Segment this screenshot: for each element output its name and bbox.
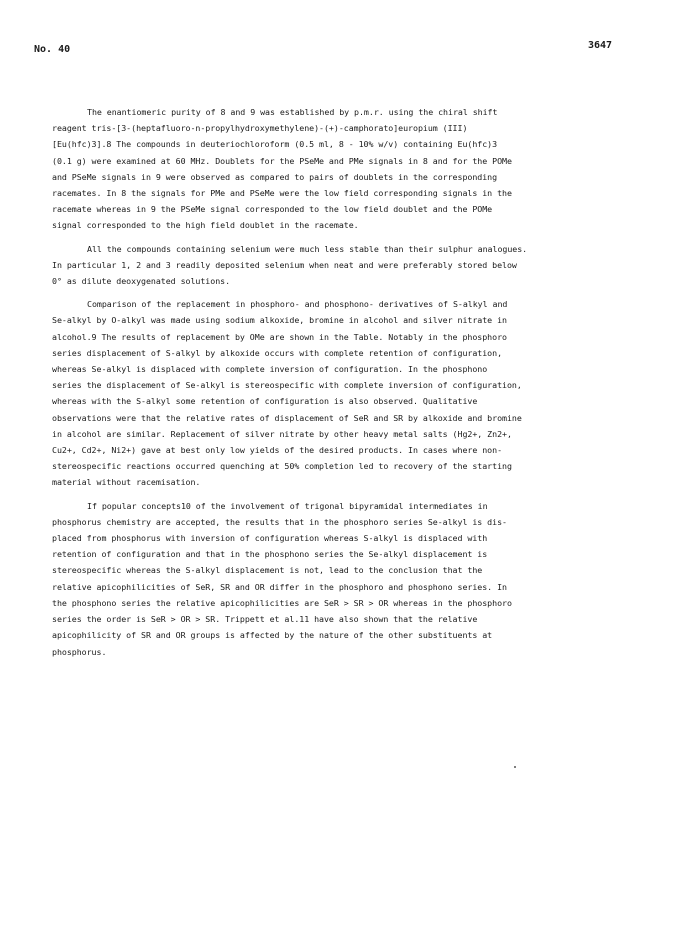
text-line: In particular 1, 2 and 3 readily deposited selenium when neat and were preferably stored below (52, 259, 517, 270)
text-line: racemate whereas in 9 the PSeMe signal corresponded to the low field doublet and the POMe (52, 204, 493, 215)
text-line: phosphorus. (52, 646, 107, 657)
text-line: If popular concepts10 of the involvement of trigonal bipyramidal intermediates in (87, 500, 488, 511)
page-number: 3647 (588, 40, 613, 51)
text-line: All the compounds containing selenium were much less stable than their sulphur analogues. (87, 243, 528, 254)
paragraph-apicophilicity (52, 498, 634, 660)
text-line: apicophilicity of SR and OR groups is affected by the nature of the other substituents at (52, 630, 493, 641)
text-line: and PSeMe signals in 9 were observed as compared to pairs of doublets in the corresponding (52, 171, 498, 182)
paragraph-replacement-comparison (52, 296, 634, 490)
text-line: Se-alkyl by O-alkyl was made using sodium alkoxide, bromine in alcohol and silver nitrate in (52, 315, 507, 326)
text-line: series the displacement of Se-alkyl is stereospecific with complete inversion of configuration, (52, 380, 522, 391)
text-line: in alcohol are similar. Replacement of silver nitrate by other heavy metal salts (Hg2+, Zn2+, (52, 428, 512, 439)
text-line: the phosphono series the relative apicophilicities are SeR > SR > OR whereas in the phosphoro (52, 597, 512, 608)
text-line: (0.1 g) were examined at 60 MHz. Doublets for the PSeMe and PMe signals in 8 and for the POMe (52, 155, 512, 166)
text-line: reagent tris-[3-(heptafluoro-n-propylhydroxymethylene)-(+)-camphorato]europium (III) (52, 123, 468, 134)
text-line: observations were that the relative rates of displacement of SeR and SR by alkoxide and bromine (52, 412, 522, 423)
paragraph-selenium-stability (52, 241, 634, 290)
text-line: The enantiomeric purity of 8 and 9 was established by p.m.r. using the chiral shift (87, 107, 498, 117)
text-line: material without racemisation. (52, 477, 201, 488)
text-line: retention of configuration and that in the phosphono series the Se-alkyl displacement is (52, 549, 488, 560)
text-line: racemates. In 8 the signals for PMe and PSeMe were the low field corresponding signals in the (52, 188, 512, 199)
article-body (52, 104, 634, 667)
text-line: whereas Se-alkyl is displaced with complete inversion of configuration. In the phosphono (52, 364, 488, 375)
text-line: 0° as dilute deoxygenated solutions. (52, 276, 231, 287)
text-line: stereospecific whereas the S-alkyl displacement is not, lead to the conclusion that the (52, 565, 483, 576)
text-line: [Eu(hfc)3].8 The compounds in deuteriochloroform (0.5 ml, 8 - 10% w/v) containing Eu(hfc)3 (52, 139, 498, 150)
paragraph-chiral-shift (52, 104, 634, 234)
stray-ink-dot (514, 766, 516, 768)
text-line: phosphorus chemistry are accepted, the results that in the phosphoro series Se-alkyl is dis- (52, 516, 507, 527)
text-line: series the order is SeR > OR > SR. Trippett et al.11 have also shown that the relative (52, 614, 478, 625)
text-line: signal corresponded to the high field doublet in the racemate. (52, 220, 359, 231)
text-line: stereospecific reactions occurred quenching at 50% completion led to recovery of the starting (52, 461, 512, 472)
text-line: alcohol.9 The results of replacement by OMe are shown in the Table. Notably in the phosphoro (52, 331, 507, 342)
text-line: relative apicophilicities of SeR, SR and OR differ in the phosphoro and phosphono series. In (52, 581, 507, 592)
text-line: Cu2+, Cd2+, Ni2+) gave at best only low yields of the desired products. In cases where non- (52, 445, 503, 456)
text-line: series displacement of S-alkyl by alkoxide occurs with complete retention of configuration, (52, 347, 503, 358)
journal-issue: No. 40 (34, 44, 71, 55)
text-line: Comparison of the replacement in phosphoro- and phosphono- derivatives of S-alkyl and (87, 299, 508, 310)
text-line: placed from phosphorus with inversion of configuration whereas S-alkyl is displaced with (52, 533, 488, 544)
text-line: whereas with the S-alkyl some retention of configuration is also observed. Qualitative (52, 396, 478, 407)
